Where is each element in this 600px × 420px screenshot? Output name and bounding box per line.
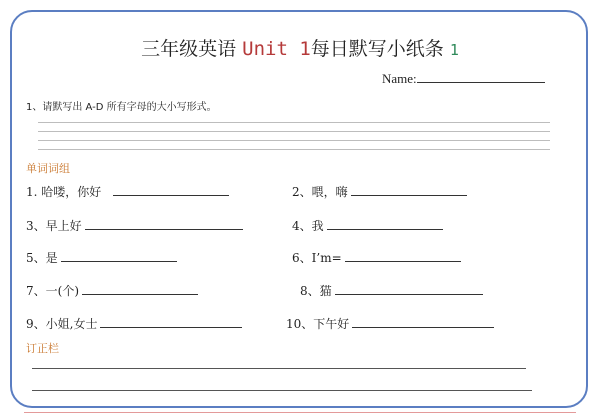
- answer-blank[interactable]: [85, 217, 243, 230]
- vocab-item-9[interactable]: 9、小姐,女士: [26, 315, 242, 332]
- answer-blank[interactable]: [335, 282, 483, 295]
- vocab-item-4[interactable]: 4、我: [292, 217, 443, 234]
- answer-blank[interactable]: [351, 183, 467, 196]
- name-label: Name:: [382, 71, 417, 86]
- answer-blank[interactable]: [345, 249, 461, 262]
- writing-line-2[interactable]: [38, 131, 550, 132]
- correction-section-heading: 订正栏: [26, 342, 59, 355]
- name-field[interactable]: [382, 70, 545, 87]
- answer-blank[interactable]: [82, 282, 198, 295]
- vocab-section-heading: 单词词组: [26, 162, 70, 175]
- writing-line-3[interactable]: [38, 140, 550, 141]
- answer-blank[interactable]: [113, 183, 229, 196]
- vocab-item-10[interactable]: 10、下午好: [286, 315, 494, 332]
- answer-blank[interactable]: [352, 315, 494, 328]
- letters-question: 1、请默写出 A-D 所有字母的大小写形式。: [26, 102, 217, 113]
- title-unit: Unit 1: [242, 38, 311, 60]
- correction-line-1[interactable]: [32, 368, 526, 369]
- vocab-item-3[interactable]: 3、早上好: [26, 217, 243, 234]
- worksheet-title: [0, 34, 600, 61]
- writing-line-1[interactable]: [38, 122, 550, 123]
- title-number: 1: [449, 41, 459, 59]
- writing-line-4[interactable]: [38, 149, 550, 150]
- answer-blank[interactable]: [327, 217, 443, 230]
- vocab-item-7[interactable]: 7、一(个): [26, 282, 198, 299]
- page-bottom-rule: [24, 412, 576, 413]
- correction-line-2[interactable]: [32, 390, 532, 391]
- title-suffix: 每日默写小纸条: [310, 38, 444, 60]
- vocab-item-1[interactable]: 1. 哈喽，你好: [26, 183, 229, 200]
- name-blank[interactable]: [417, 70, 545, 83]
- vocab-item-2[interactable]: 2、喂，嗨: [292, 183, 467, 200]
- vocab-item-5[interactable]: 5、是: [26, 249, 177, 266]
- answer-blank[interactable]: [100, 315, 242, 328]
- vocab-item-8[interactable]: 8、猫: [300, 282, 483, 299]
- title-prefix: 三年级英语: [141, 38, 243, 60]
- vocab-item-6[interactable]: 6、I’m=: [292, 249, 461, 266]
- answer-blank[interactable]: [61, 249, 177, 262]
